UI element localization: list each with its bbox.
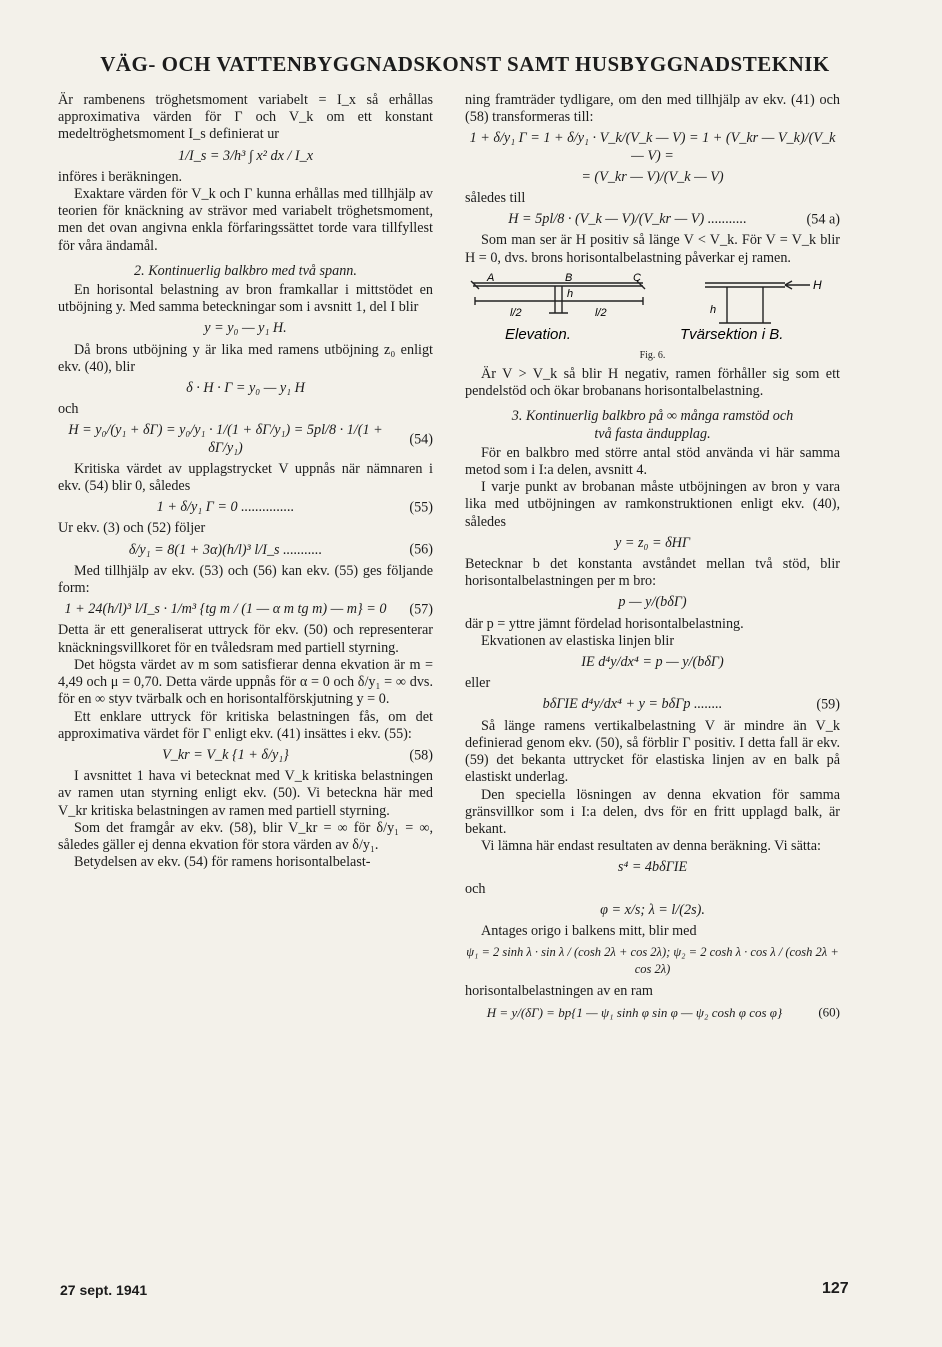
equation-54-text: H = y₀/(y₁ + δΓ) = y₀/y₁ · 1/(1 + δΓ/y₁) = 5pl/8 · 1/(1 + δΓ/y₁): [68, 422, 383, 456]
equation-58: [58, 747, 433, 764]
label-eller: eller: [465, 675, 491, 692]
equation-ie: IE d⁴y/dx⁴ = p — y/(bδΓ): [581, 654, 724, 671]
figure-6: [465, 273, 840, 364]
equation-57: [58, 601, 433, 618]
figure-caption: Fig. 6.: [639, 349, 666, 361]
paragraph: där p = yttre jämnt fördelad horisontalbelastning.: [465, 615, 744, 632]
fig-elevation-label: Elevation.: [505, 325, 571, 343]
paragraph: Är rambenens tröghetsmoment variabelt = I_x så erhållas approximativa värden för Γ och V_k om ett konstant medeltröghetsmoment I_s definierat ur: [58, 92, 433, 143]
paragraph: Då brons utböjning y är lika med ramens utböjning z₀ enligt ekv. (40), blir: [58, 341, 433, 375]
paragraph: Som man ser är H positiv så länge V < V_k. För V = V_k blir H = 0, dvs. brons horisontalbelastning påverkar ej ramen.: [465, 232, 840, 266]
equation-dhg: δ · H · Γ = y₀ — y₁ H: [186, 380, 305, 397]
paragraph: Ett enklare uttryck för kritiska belastningen fås, om det approximativa värdet för Γ enligt ekv. (41) insättes i ekv. (55):: [58, 708, 433, 742]
left-column: [58, 92, 433, 871]
paragraph: Vi lämna här endast resultaten av denna beräkning. Vi sätta:: [481, 838, 821, 855]
fig-label-h: h: [567, 287, 574, 300]
equation-55: [58, 499, 433, 516]
equation-number: (59): [816, 696, 840, 713]
equation-number: (54 a): [806, 211, 840, 228]
equation-p: p — y/(bδΓ): [618, 594, 687, 611]
paragraph: Exaktare värden för V_k och Γ kunna erhållas med tillhjälp av teorien för knäckning av strävor med variabelt tröghetsmoment, men det ovan angivna enkla förfaringssättet torde vara tillfyllest för våra ändamål.: [58, 186, 433, 254]
right-column: [465, 92, 840, 1025]
equation-psi: ψ₁ = 2 sinh λ · sin λ / (cosh 2λ + cos 2λ); ψ₂ = 2 cosh λ · cos λ / (cosh 2λ + cos 2λ): [466, 945, 839, 977]
equation-60: [465, 1004, 840, 1021]
fig-section-label: Tvärsektion i B.: [680, 325, 784, 343]
paragraph: införes i beräkningen.: [58, 168, 183, 185]
paragraph: Som det framgår av ekv. (58), blir V_kr = ∞ för δ/y₁ = ∞, således gäller ej denna ekvation för stora värden av δ/y₁.: [58, 819, 433, 853]
equation-54: [58, 422, 433, 456]
paragraph: Kritiska värdet av upplagstrycket V uppnås när nämnaren i ekv. (54) blir 0, således: [58, 460, 433, 495]
equation-55-text: 1 + δ/y₁ Γ = 0 ...............: [156, 499, 295, 516]
equation-number: (56): [409, 541, 433, 558]
equation-number: (55): [409, 499, 433, 516]
section-heading-3-line2: två fasta ändupplag.: [594, 425, 711, 442]
paragraph: I varje punkt av brobanan måste utböjningen av bron y vara lika med utböjningen av ramkonstruktionen enligt ekv. (40), således: [465, 479, 840, 530]
equation-is: 1/I_s = 3/h³ ∫ x² dx / I_x: [177, 147, 314, 164]
equation-transform-1: 1 + δ/y₁ Γ = 1 + δ/y₁ · V_k/(V_k — V) = 1 + (V_kr — V_k)/(V_k — V) =: [469, 130, 836, 164]
fig-label-l2: l/2: [595, 306, 607, 319]
equation-number: (57): [409, 601, 433, 618]
equation-54a-text: H = 5pl/8 · (V_k — V)/(V_kr — V) ...........: [508, 211, 747, 228]
equation-number: (58): [409, 746, 433, 763]
equation-yz: y = z₀ = δHΓ: [615, 534, 690, 551]
paragraph: Antages origo i balkens mitt, blir med: [481, 922, 697, 939]
equation-58-text: V_kr = V_k {1 + δ/y₁}: [162, 746, 289, 763]
equation-phi: φ = x/s; λ = l/(2s).: [600, 901, 705, 918]
fig-label-a: A: [487, 272, 495, 284]
section-heading-3: 3. Kontinuerlig balkbro på ∞ många ramstöd och: [511, 408, 794, 425]
equation-s4: s⁴ = 4bδΓIE: [617, 859, 688, 876]
paragraph: För en balkbro med större antal stöd använda vi här samma metod som i I:a delen, avsnitt 4.: [465, 444, 840, 479]
paragraph: Den speciella lösningen av denna ekvation för samma gränsvillkor som i I:a delen, dvs för en fritt upplagd balk, är bekant.: [465, 786, 840, 837]
equation-59: [465, 696, 840, 713]
paragraph: horisontalbelastningen av en ram: [465, 982, 653, 999]
page-header-title: VÄG- OCH VATTENBYGGNADSKONST SAMT HUSBYGGNADSTEKNIK: [100, 52, 830, 76]
equation-number: (54): [409, 431, 433, 448]
equation-57-text: 1 + 24(h/l)³ l/I_s · 1/m³ {tg m / (1 — α m tg m) — m} = 0: [64, 601, 387, 618]
label-och: och: [58, 401, 79, 418]
paragraph: Ur ekv. (3) och (52) följer: [58, 520, 206, 537]
fig-label-force: H: [813, 277, 822, 292]
paragraph: Ekvationen av elastiska linjen blir: [481, 632, 675, 649]
equation-y: y = y₀ — y₁ H.: [204, 320, 287, 337]
paragraph: Så länge ramens vertikalbelastning V är mindre än V_k definierad genom ekv. (50), så förblir Γ positiv. I detta fall är ekv. (59) det bekanta uttrycket för elastiska linjen av en balk på elastiskt underlag.: [465, 717, 840, 786]
page-number: 127: [822, 1280, 849, 1297]
equation-56: [58, 542, 433, 559]
equation-54a: [465, 211, 840, 228]
equation-60-text: H = y/(δΓ) = bp{1 — ψ₁ sinh φ sin φ — ψ₂ cosh φ cos φ}: [486, 1004, 783, 1020]
fig-label-c: C: [633, 272, 641, 284]
fig-label-b: B: [565, 272, 573, 284]
footer-date: 27 sept. 1941: [60, 1282, 148, 1298]
paragraph: Är V > V_k så blir H negativ, ramen förhåller sig som ett pendelstöd och ökar brobanans horisontalbelastning.: [465, 366, 840, 400]
paragraph: Det högsta värdet av m som satisfierar denna ekvation är m = 4,49 och μ = 0,70. Detta värde uppnås för α = 0 och δ/y₁ = ∞ dvs. för en ∞ styv tvärbalk och en horisontalförskjutning y = 0.: [58, 656, 433, 708]
paragraph: ning framträder tydligare, om den med tillhjälp av ekv. (41) och (58) transformeras till:: [465, 92, 840, 126]
label-och: och: [465, 880, 486, 897]
paragraph: Betecknar b det konstanta avståndet mellan två stöd, blir horisontalbelastningen per m bro:: [465, 556, 840, 590]
equation-number: (60): [818, 1004, 840, 1020]
section-heading-2: 2. Kontinuerlig balkbro med två spann.: [134, 262, 357, 279]
fig-label-h2: h: [710, 303, 717, 316]
fig-label-l1: l/2: [510, 306, 522, 319]
paragraph: Detta är ett generaliserat uttryck för ekv. (50) och representerar knäckningsvillkoret för en tvåledsram med partiell styrning.: [58, 622, 433, 656]
label-saledes: således till: [465, 190, 526, 207]
equation-transform-2: = (V_kr — V)/(V_k — V): [581, 168, 724, 185]
equation-59-text: bδΓIE d⁴y/dx⁴ + y = bδΓp ........: [542, 696, 723, 713]
paragraph: Med tillhjälp av ekv. (53) och (56) kan ekv. (55) ges följande form:: [58, 562, 433, 597]
paragraph: Betydelsen av ekv. (54) för ramens horisontalbelast-: [74, 854, 371, 871]
figure-6-drawing: [465, 273, 840, 345]
paragraph: I avsnittet 1 hava vi betecknat med V_k kritiska belastningen av ramen utan styrning enligt ekv. (50). Vi beteckna här med V_kr kritiska belastningen av ramen med partiell styrning.: [58, 768, 433, 819]
equation-56-text: δ/y₁ = 8(1 + 3α)(h/l)³ l/I_s ...........: [128, 541, 323, 558]
paragraph: En horisontal belastning av bron framkallar i mittstödet en utböjning y. Med samma beteckningar som i avsnitt 1, del I blir: [58, 282, 433, 316]
